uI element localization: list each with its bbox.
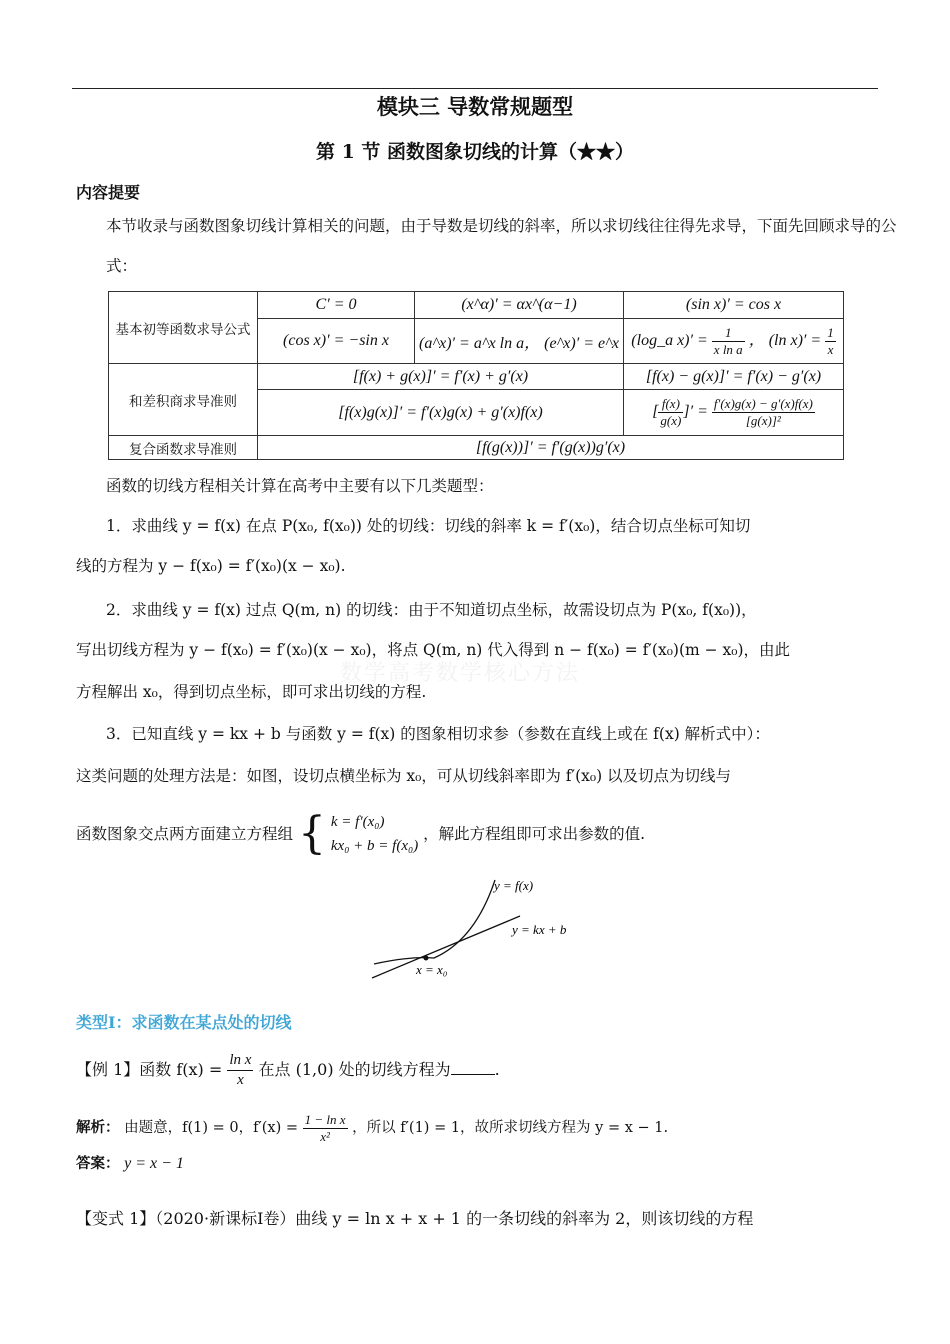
- ex1-prefix: 【例 1】函数 f(x) =: [76, 1060, 223, 1079]
- system-eq2: kx₀ + b = f(x₀): [330, 838, 419, 854]
- formula-chain: [f(g(x))]′ = f′(g(x))g′(x): [258, 436, 844, 460]
- frac-num: f′(x)g(x) − g′(x)f(x): [713, 396, 813, 411]
- formula-diff: [f(x) − g(x)]′ = f′(x) − g′(x): [624, 364, 844, 390]
- table-label-basic: 基本初等函数求导公式: [109, 292, 258, 364]
- item1-line2: 线的方程为 y − f(x₀) = f′(x₀)(x − x₀).: [76, 557, 346, 575]
- answer-blank: [451, 1060, 495, 1075]
- frac-num: 1: [712, 325, 745, 342]
- frac-den: x ln a: [713, 341, 743, 357]
- formula-sum: [f(x) + g(x)]′ = f′(x) + g′(x): [258, 364, 624, 390]
- table-label-chain: 复合函数求导准则: [109, 436, 258, 460]
- formula-power: (x^α)′ = αx^(α−1): [415, 292, 624, 319]
- answer-label: 答案：: [76, 1155, 120, 1172]
- intro-paragraph: 本节收录与函数图象切线计算相关的问题，由于导数是切线的斜率，所以求切线往往得先求导，下面先回顾求导的公式：: [106, 217, 897, 275]
- solution-text-b: ，所以 f′(1) = 1，故所求切线方程为 y = x − 1.: [352, 1120, 669, 1136]
- formula-const: C′ = 0: [258, 292, 415, 319]
- section-title: 第 1 节 函数图象切线的计算（★★）: [315, 141, 635, 163]
- variant1: 【变式 1】（2020·新课标Ⅰ卷）曲线 y = ln x + x + 1 的一条切线的斜率为 2，则该切线的方程: [76, 1209, 754, 1228]
- tangent-point: [424, 956, 429, 961]
- curve-label: y = f(x): [494, 878, 534, 893]
- formula-ln: ， (ln x)′ =: [748, 331, 822, 349]
- page-title: 模块三 导数常规题型: [376, 94, 574, 119]
- ex1-frac: [227, 1051, 253, 1090]
- item2-line2: 写出切线方程为 y − f(x₀) = f′(x₀)(x − x₀)，将点 Q(m, n) 代入得到 n − f(x₀) = f′(x₀)(m − x₀)，由此: [76, 641, 791, 659]
- point-label: x = x₀: [416, 962, 448, 977]
- section-heading: 内容提要: [76, 183, 141, 202]
- tangent-graph: [360, 868, 600, 988]
- formula-log-a: (log_a x)′ =: [631, 331, 708, 349]
- example1: [76, 1050, 500, 1090]
- types-intro: 函数的切线方程相关计算在高考中主要有以下几类题型：: [106, 477, 494, 495]
- frac-den: x²: [320, 1128, 330, 1144]
- frac-den: g(x): [660, 413, 682, 428]
- item3-pre: 函数图象交点两方面建立方程组: [76, 825, 294, 843]
- line-label: y = kx + b: [512, 922, 567, 937]
- formula-product: [f(x)g(x)]′ = f′(x)g(x) + g′(x)f(x): [258, 390, 624, 436]
- watermark: 数学高考数学核心方法: [340, 661, 581, 686]
- item2-line1: 2．求曲线 y = f(x) 过点 Q(m, n) 的切线：由于不知道切点坐标，故需设切点为 P(x₀, f(x₀))，: [106, 601, 757, 619]
- solution-text-a: 由题意，f(1) = 0，f′(x) =: [124, 1120, 299, 1136]
- solution-label: 解析：: [76, 1119, 120, 1136]
- system-eq1: k = f′(x₀): [330, 814, 385, 830]
- item3-line3: [76, 810, 882, 858]
- formula-log: [624, 319, 844, 364]
- frac-den: [g(x)]²: [745, 413, 781, 428]
- ex1-suffix: 在点 (1,0) 处的切线方程为: [258, 1060, 451, 1079]
- quot-lhs-frac: [658, 396, 683, 429]
- quot-rhs-frac: [712, 396, 815, 429]
- formula-ln-frac: [825, 325, 836, 358]
- item1-line1: 1．求曲线 y = f(x) 在点 P(x₀, f(x₀)) 处的切线：切线的斜率 k = f′(x₀)，结合切点坐标可知切: [106, 517, 751, 535]
- item2-line3: 方程解出 x₀，得到切点坐标，即可求出切线的方程.: [76, 683, 427, 701]
- equation-system: [331, 810, 418, 858]
- item3-line2: 这类问题的处理方法是：如图，设切点横坐标为 x₀，可从切线斜率即为 f′(x₀) 以及切点为切线与: [76, 767, 732, 785]
- solution: [76, 1110, 668, 1146]
- formula-log-frac: [712, 325, 745, 358]
- formula-quotient: [ $\frac{f(x)}{g(x)}$ ]′ = $\frac{f'(x)g(x) - g'(x)f(x)}{\text{[g(x)]²}}$: [624, 390, 844, 436]
- ex1-end: .: [494, 1060, 500, 1079]
- table-label-rules: 和差积商求导准则: [109, 364, 258, 436]
- derivative-formula-table: [108, 291, 844, 460]
- frac-den: x: [237, 1072, 244, 1088]
- formula-exp: (a^x)′ = a^x ln a， (e^x)′ = e^x: [415, 319, 624, 364]
- frac-num: ln x: [227, 1051, 253, 1071]
- answer: [76, 1152, 184, 1173]
- frac-num: 1 − ln x: [304, 1111, 346, 1127]
- frac-num: f(x): [658, 396, 683, 413]
- frac-num: 1: [827, 324, 834, 340]
- brace: {: [297, 808, 326, 859]
- answer-value: y = x − 1: [124, 1155, 184, 1172]
- formula-cos: (cos x)′ = −sin x: [258, 319, 415, 364]
- type1-heading: 类型Ⅰ：求函数在某点处的切线: [76, 1013, 292, 1032]
- item3-line1: 3．已知直线 y = kx + b 与函数 y = f(x) 的图象相切求参（参数在直线上或在 f(x) 解析式中）：: [106, 725, 770, 743]
- item3-post: ，解此方程组即可求出参数的值.: [423, 825, 646, 843]
- top-rule: [72, 88, 878, 89]
- frac-den: x: [827, 341, 834, 357]
- solution-frac: [303, 1112, 348, 1145]
- formula-sin: (sin x)′ = cos x: [624, 292, 844, 319]
